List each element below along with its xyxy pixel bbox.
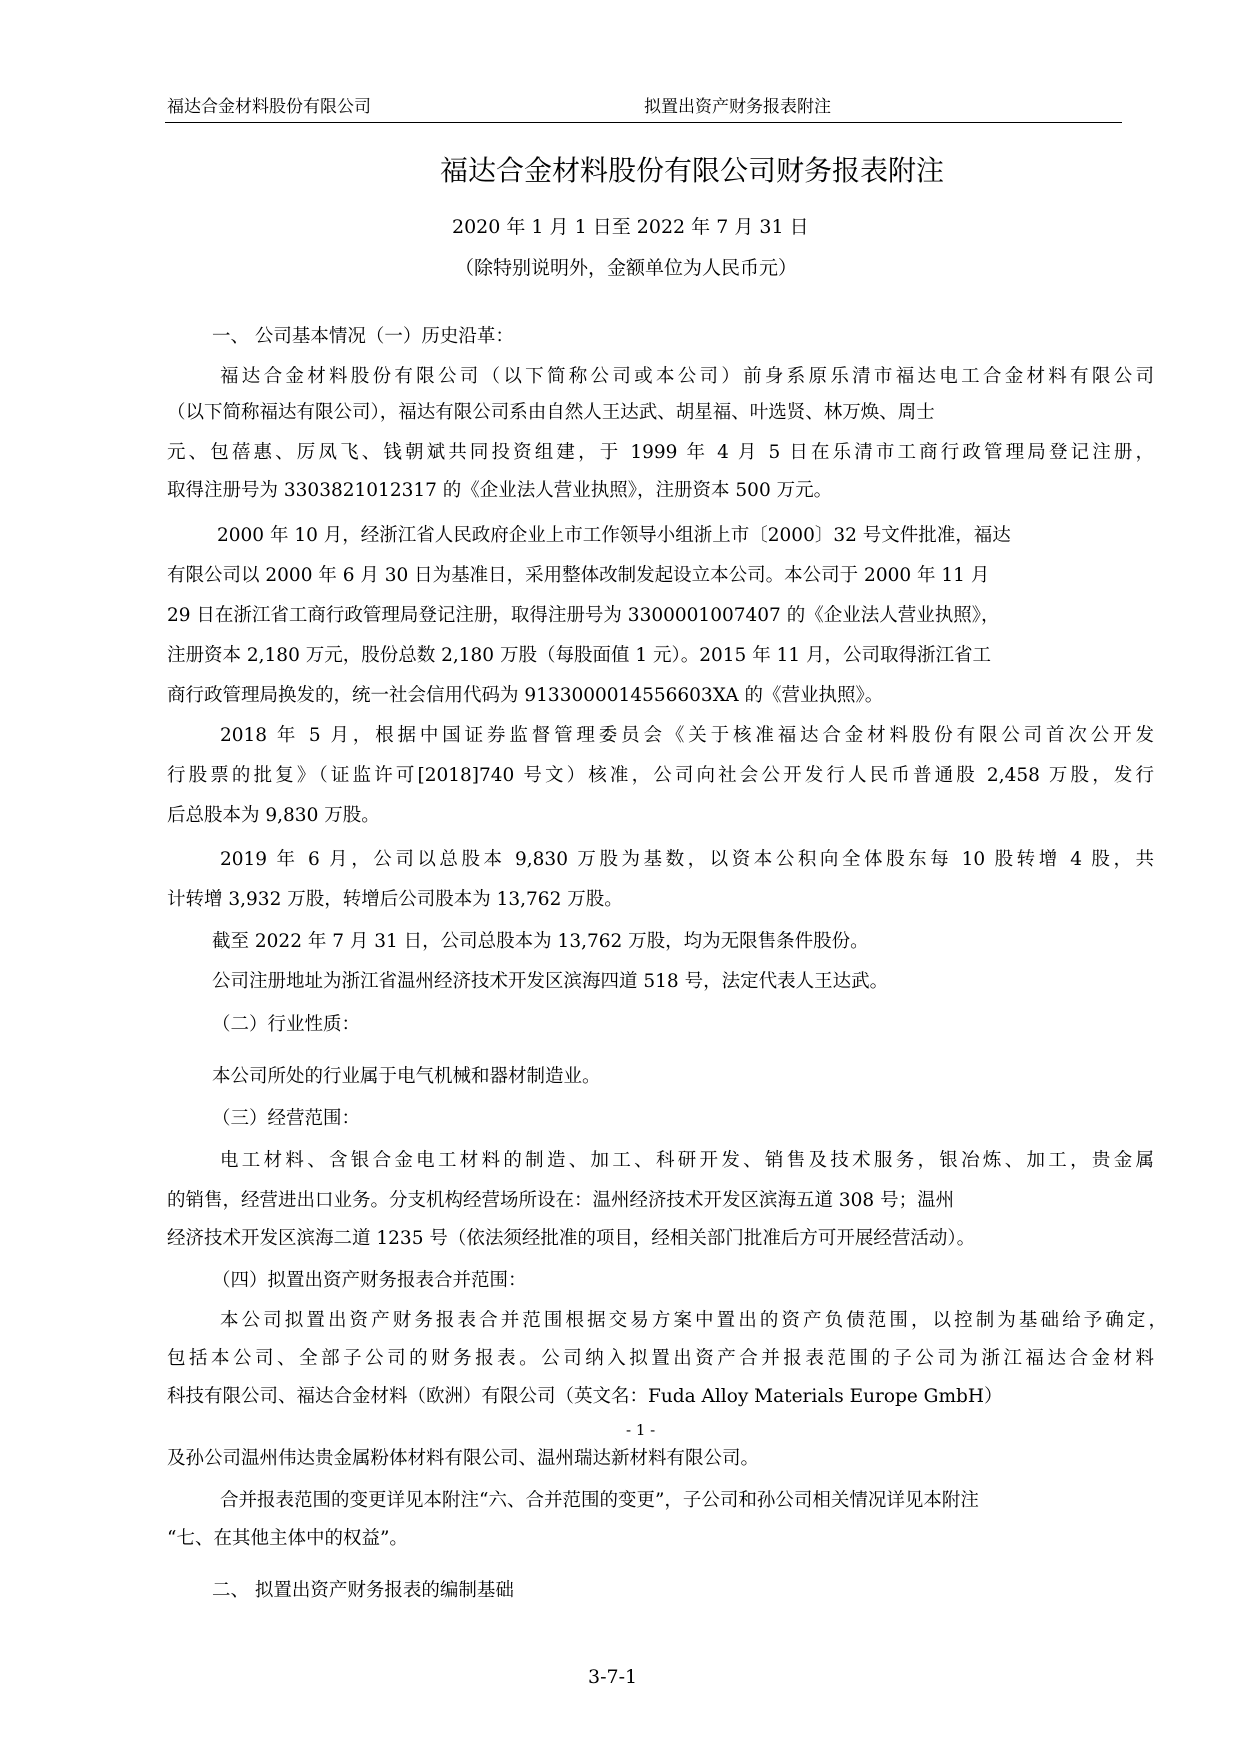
paragraph-line: 科技有限公司、福达合金材料（欧洲）有限公司（英文名：Fuda Alloy Materials Europe GmbH） xyxy=(167,1386,1003,1407)
paragraph-line: 及孙公司温州伟达贵金属粉体材料有限公司、温州瑞达新材料有限公司。 xyxy=(167,1448,760,1469)
paragraph-line: （以下简称福达有限公司），福达有限公司系由自然人王达武、胡星福、叶选贤、林万焕、周士 xyxy=(167,402,935,423)
paragraph-line: 注册资本 2,180 万元，股份总数 2,180 万股（每股面值 1 元）。2015 年 11 月，公司取得浙江省工 xyxy=(167,645,991,666)
paragraph-line: 本公司拟置出资产财务报表合并范围根据交易方案中置出的资产负债范围，以控制为基础给予确定， xyxy=(220,1310,1167,1331)
paragraph-line: 后总股本为 9,830 万股。 xyxy=(167,805,380,826)
paragraph-line: 商行政管理局换发的，统一社会信用代码为 9133000014556603XA 的《营业执照》。 xyxy=(167,685,884,706)
paragraph-line: 本公司所处的行业属于电气机械和器材制造业。 xyxy=(212,1066,601,1087)
paragraph-line: 2018 年 5 月，根据中国证券监督管理委员会《关于核准福达合金材料股份有限公司首次公开发 xyxy=(220,725,1154,746)
subsection-heading: （四）拟置出资产财务报表合并范围： xyxy=(212,1270,527,1291)
section-heading: 一、 公司基本情况（一）历史沿革： xyxy=(212,326,514,347)
paragraph-line: 福达合金材料股份有限公司（以下简称公司或本公司）前身系原乐清市福达电工合金材料有限公司 xyxy=(220,366,1154,387)
report-period: 2020 年 1 月 1 日至 2022 年 7 月 31 日 xyxy=(452,216,809,238)
subsection-heading: （二）行业性质： xyxy=(212,1014,361,1035)
paragraph-line: 2000 年 10 月，经浙江省人民政府企业上市工作领导小组浙上市〔2000〕32 号文件批准，福达 xyxy=(217,525,1011,546)
paragraph-line: 包括本公司、全部子公司的财务报表。公司纳入拟置出资产合并报表范围的子公司为浙江福达合金材料 xyxy=(167,1348,1154,1369)
subsection-heading: （三）经营范围： xyxy=(212,1108,361,1129)
header-rule xyxy=(165,122,1122,123)
paragraph-line: “七、在其他主体中的权益”。 xyxy=(167,1528,408,1549)
paragraph-line: 计转增 3,932 万股，转增后公司股本为 13,762 万股。 xyxy=(167,889,623,910)
paragraph-line: 29 日在浙江省工商行政管理局登记注册，取得注册号为 3300001007407 的《企业法人营业执照》， xyxy=(167,605,1000,626)
inner-page-number: - 1 - xyxy=(626,1421,656,1439)
paragraph-line: 截至 2022 年 7 月 31 日，公司总股本为 13,762 万股，均为无限售条件股份。 xyxy=(212,931,869,952)
header-company: 福达合金材料股份有限公司 xyxy=(167,97,371,117)
page-title: 福达合金材料股份有限公司财务报表附注 xyxy=(440,154,945,187)
header-doc-title: 拟置出资产财务报表附注 xyxy=(644,97,831,117)
paragraph-line: 有限公司以 2000 年 6 月 30 日为基准日，采用整体改制发起设立本公司。本公司于 2000 年 11 月 xyxy=(167,565,990,586)
paragraph-line: 行股票的批复》（证监许可[2018]740 号文）核准，公司向社会公开发行人民币普通股 2,458 万股，发行 xyxy=(167,765,1154,786)
currency-note: （除特别说明外，金额单位为人民币元） xyxy=(455,257,798,279)
paragraph-line: 合并报表范围的变更详见本附注“六、合并范围的变更”，子公司和孙公司相关情况详见本附注 xyxy=(220,1490,979,1511)
footer-page-number: 3-7-1 xyxy=(588,1666,638,1688)
paragraph-line: 电工材料、含银合金电工材料的制造、加工、科研开发、销售及技术服务，银冶炼、加工，贵金属 xyxy=(220,1150,1154,1171)
paragraph-line: 元、包蓓惠、厉凤飞、钱朝斌共同投资组建，于 1999 年 4 月 5 日在乐清市工商行政管理局登记注册， xyxy=(167,442,1154,463)
paragraph-line: 取得注册号为 3303821012317 的《企业法人营业执照》，注册资本 500 万元。 xyxy=(167,480,833,501)
paragraph-line: 经济技术开发区滨海二道 1235 号（依法须经批准的项目，经相关部门批准后方可开展经营活动）。 xyxy=(167,1228,976,1249)
section-heading: 二、 拟置出资产财务报表的编制基础 xyxy=(212,1580,514,1601)
paragraph-line: 的销售，经营进出口业务。分支机构经营场所设在：温州经济技术开发区滨海五道 308 号；温州 xyxy=(167,1190,955,1211)
paragraph-line: 2019 年 6 月，公司以总股本 9,830 万股为基数，以资本公积向全体股东每 10 股转增 4 股，共 xyxy=(220,849,1154,870)
paragraph-line: 公司注册地址为浙江省温州经济技术开发区滨海四道 518 号，法定代表人王达武。 xyxy=(212,971,889,992)
